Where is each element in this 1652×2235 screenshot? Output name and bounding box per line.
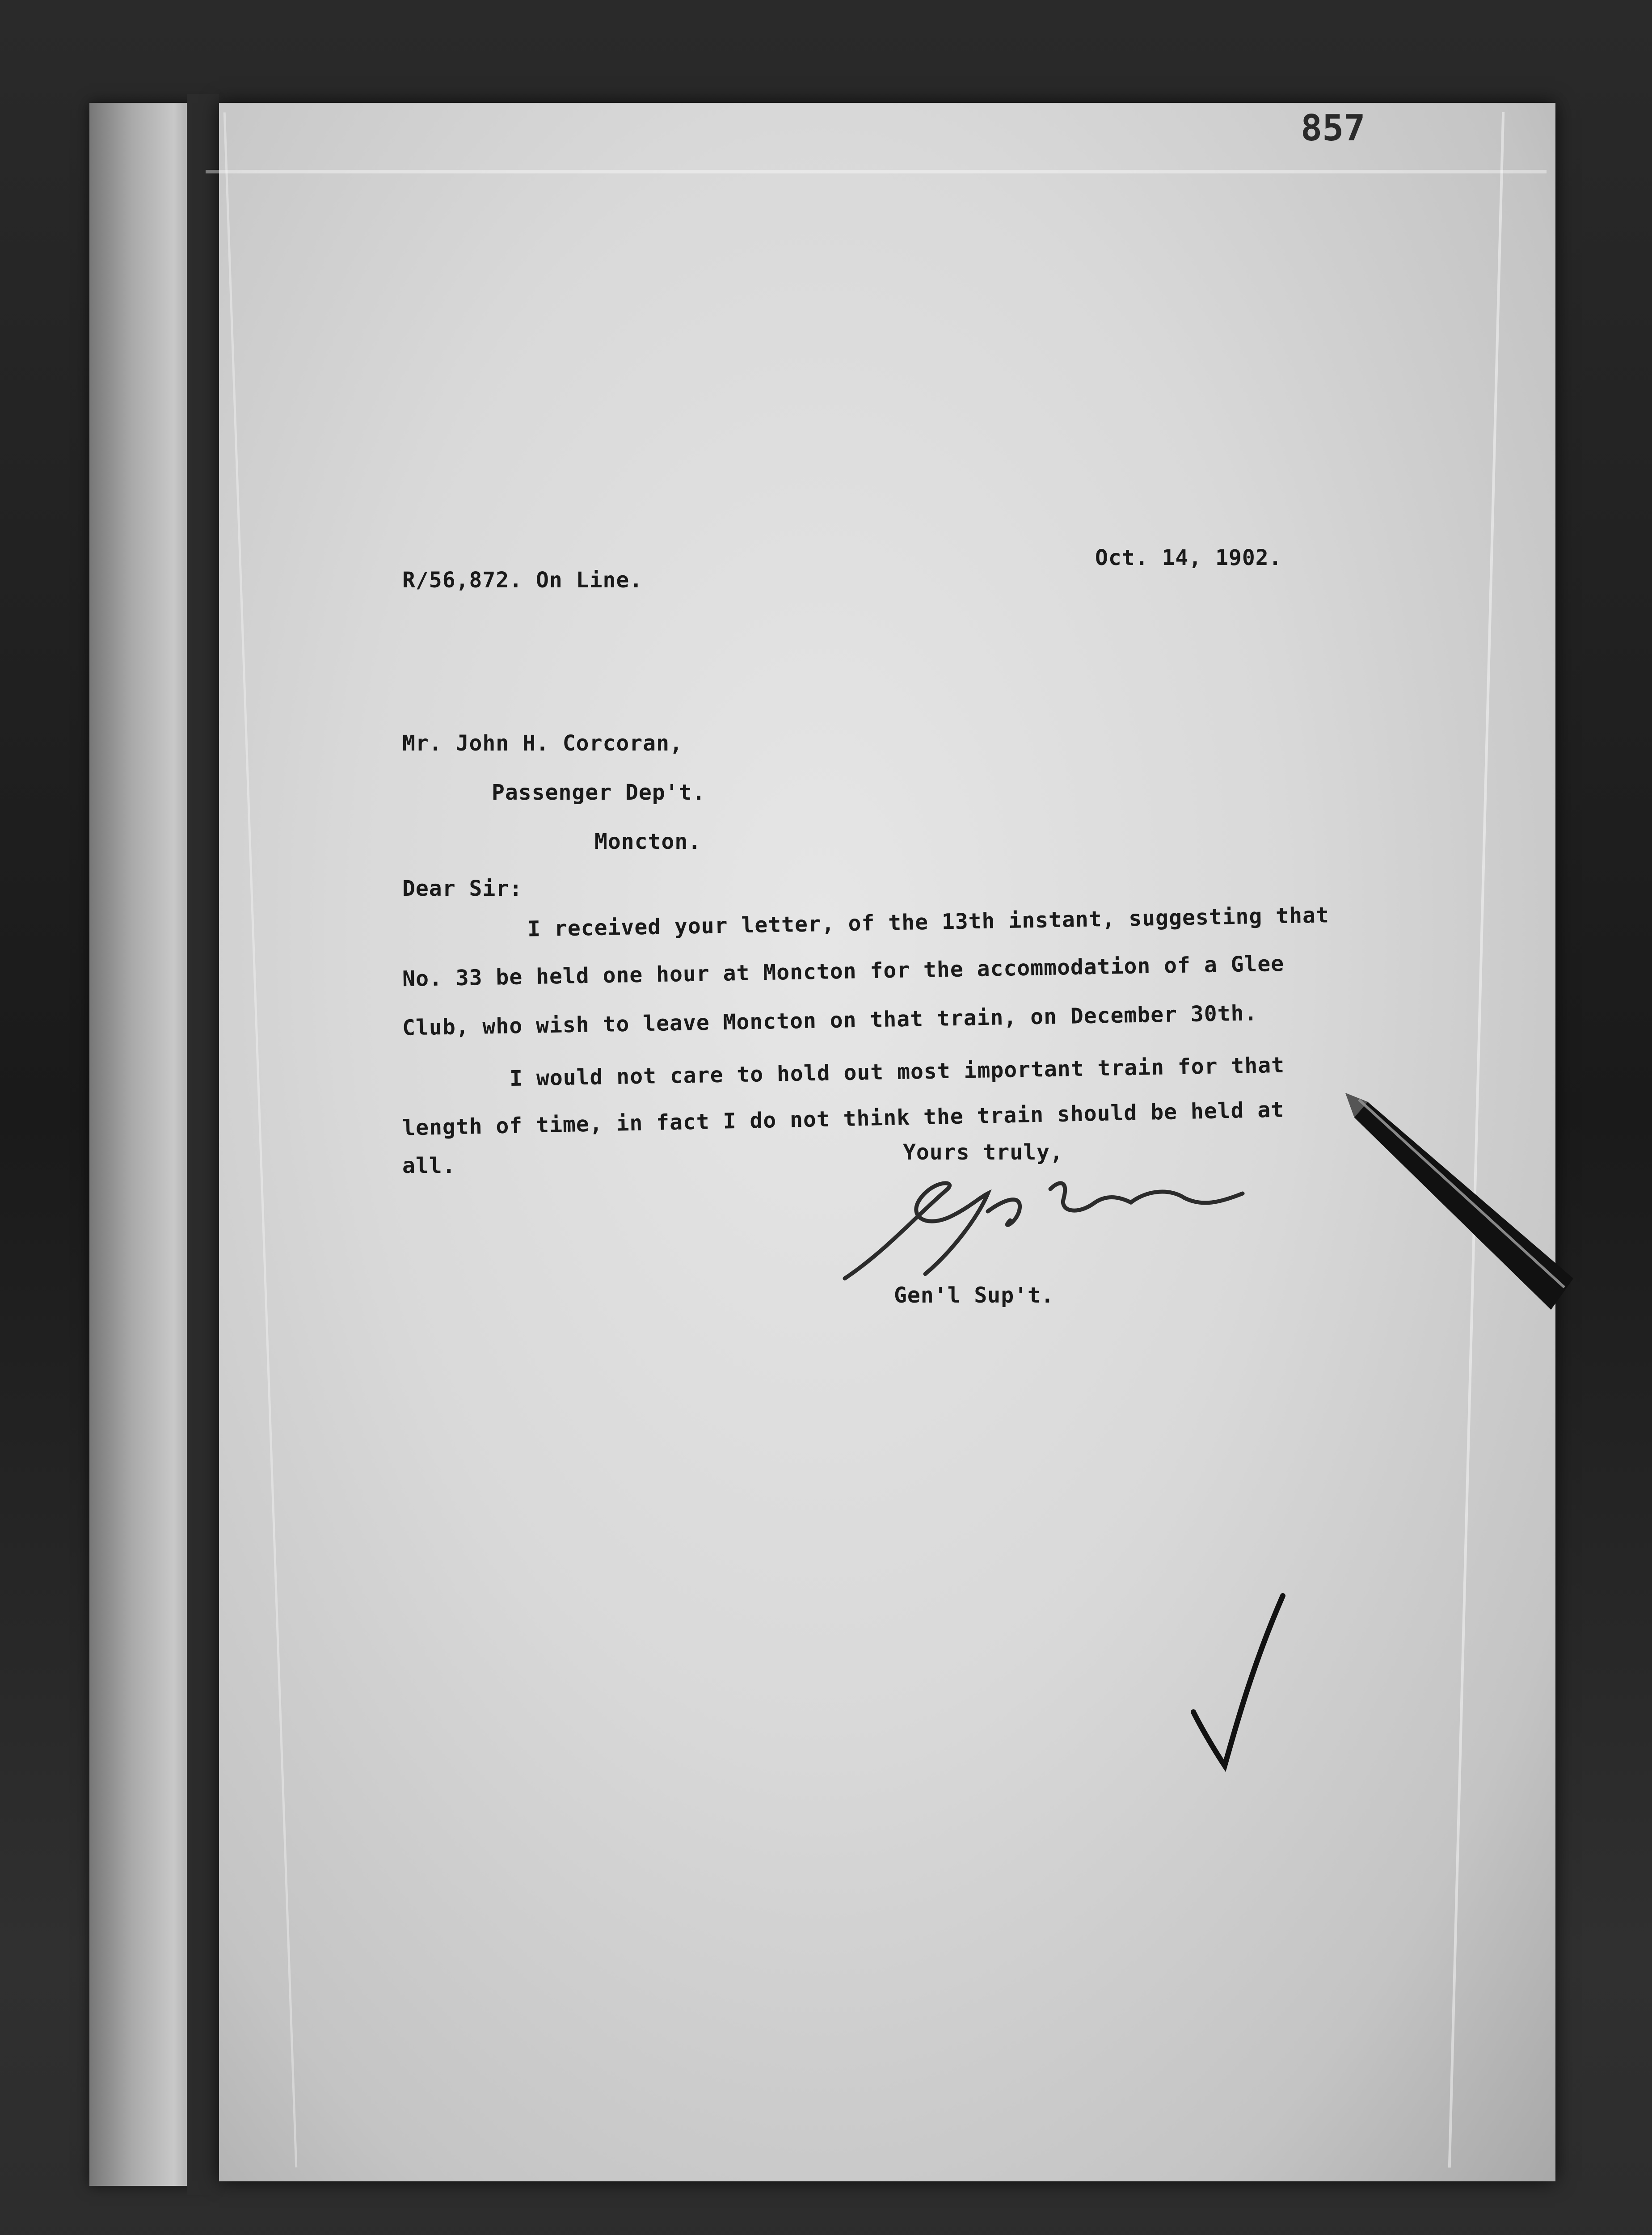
body-line: length of time, in fact I do not think the train should be held at	[402, 1097, 1285, 1141]
file-reference: R/56,872. On Line.	[402, 568, 643, 593]
recipient-name: Mr. John H. Corcoran,	[402, 731, 683, 756]
body-line: No. 33 be held one hour at Moncton for the accommodation of a Glee	[402, 951, 1285, 992]
closing: Yours truly,	[903, 1140, 1063, 1165]
page-crease	[206, 170, 1547, 173]
pen-icon	[1341, 1086, 1573, 1319]
recipient-city: Moncton.	[594, 829, 702, 854]
handwritten-checkmark-icon	[1184, 1587, 1292, 1775]
page-number: 857	[1301, 107, 1365, 149]
body-line: I received your letter, of the 13th instant, suggesting that	[527, 902, 1330, 942]
salutation: Dear Sir:	[402, 876, 523, 901]
body-line: I would not care to hold out most important train for that	[509, 1052, 1285, 1092]
recipient-department: Passenger Dep't.	[492, 780, 706, 805]
letter-date: Oct. 14, 1902.	[1095, 545, 1282, 570]
body-line: Club, who wish to leave Moncton on that train, on December 30th.	[402, 1000, 1258, 1041]
handwritten-signature	[818, 1162, 1265, 1296]
signer-title: Gen'l Sup't.	[894, 1283, 1054, 1308]
page-gutter	[187, 94, 219, 2195]
body-line: all.	[402, 1153, 456, 1178]
